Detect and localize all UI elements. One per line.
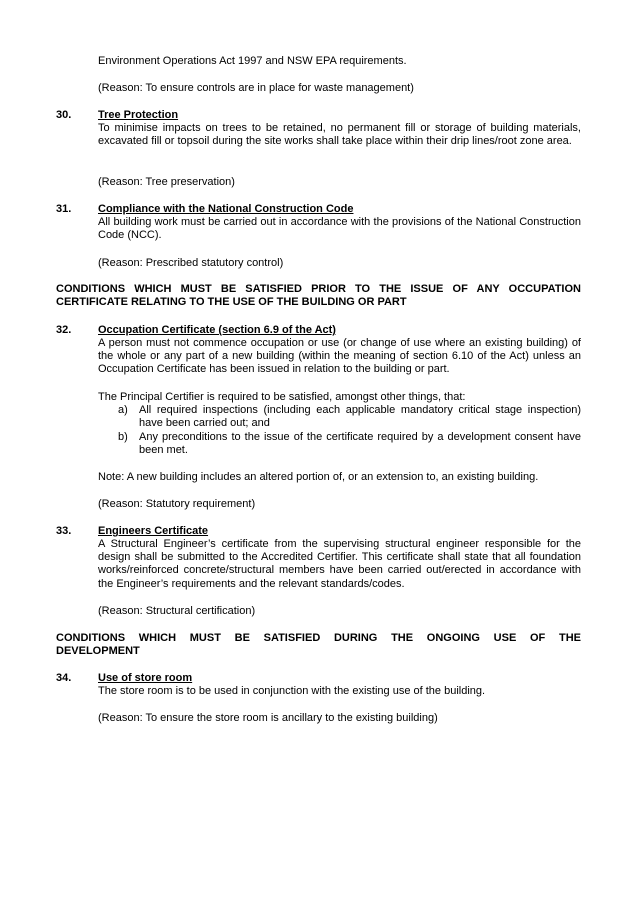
condition-heading-31: Compliance with the National Construction Code [98,203,354,215]
section-heading-line: CONDITIONS WHICH MUST BE SATISFIED PRIOR TO THE ISSUE OF ANY OCCUPATION [56,283,581,295]
list-item [118,431,581,458]
condition-body-33: A Structural Engineer’s certificate from the supervising structural engineer responsible for the design shall be submitted to the Accredited Certifier. This certificate shall state that all foundation works/reinforced concrete/structural members have been carried out/erected in accordance with the Engineer’s requirements and the relevant standards/codes. [98,538,581,590]
condition-body-30: To minimise impacts on trees to be retained, no permanent fill or storage of building materials, excavated fill or topsoil during the site works shall take place within their drip lines/root zone area. [98,122,581,148]
condition-body-31: All building work must be carried out in accordance with the provisions of the National Construction Code (NCC). [98,216,581,242]
condition-reason-30: (Reason: Tree preservation) [98,176,235,188]
reason-waste: (Reason: To ensure controls are in place for waste management) [98,82,414,94]
condition-reason-33: (Reason: Structural certification) [98,605,256,617]
section-heading-line: DEVELOPMENT [56,645,140,658]
list-item-text: All required inspections (including each applicable mandatory critical stage inspection) have been carried out; and [139,404,581,430]
list-item [118,404,581,431]
condition-note-32: Note: A new building includes an altered portion of, or an extension to, an existing building. [98,471,539,483]
continued-text: Environment Operations Act 1997 and NSW EPA requirements. [98,55,407,67]
condition-number-33: 33. [56,525,72,537]
condition-reason-34: (Reason: To ensure the store room is ancillary to the existing building) [98,712,438,724]
condition-intro-32: The Principal Certifier is required to be satisfied, amongst other things, that: [98,391,466,403]
condition-body-34: The store room is to be used in conjunction with the existing use of the building. [98,685,486,697]
list-item-label: b) [118,431,128,443]
condition-number-34: 34. [56,672,72,684]
condition-number-30: 30. [56,109,72,121]
list-item-text: Any preconditions to the issue of the certificate required by a development consent have been met. [139,431,581,457]
condition-heading-32: Occupation Certificate (section 6.9 of the Act) [98,324,336,336]
condition-heading-34: Use of store room [98,672,193,684]
condition-heading-33: Engineers Certificate [98,525,209,537]
condition-number-31: 31. [56,203,72,215]
section-heading-occupation [56,283,581,309]
condition-number-32: 32. [56,324,72,336]
section-heading-ongoing [56,632,581,658]
condition-body-32: A person must not commence occupation or use (or change of use where an existing building) of the whole or any part of a new building (within the meaning of section 6.10 of the Act) unless an Occupation Certificate has been issued in relation to the building or part. [98,337,581,376]
section-heading-line: CONDITIONS WHICH MUST BE SATISFIED DURING THE ONGOING USE OF THE [56,632,581,644]
condition-reason-31: (Reason: Prescribed statutory control) [98,257,284,269]
section-heading-line: CERTIFICATE RELATING TO THE USE OF THE BUILDING OR PART [56,296,407,309]
list-item-label: a) [118,404,128,416]
condition-heading-30: Tree Protection [98,109,179,121]
condition-reason-32: (Reason: Statutory requirement) [98,498,256,510]
